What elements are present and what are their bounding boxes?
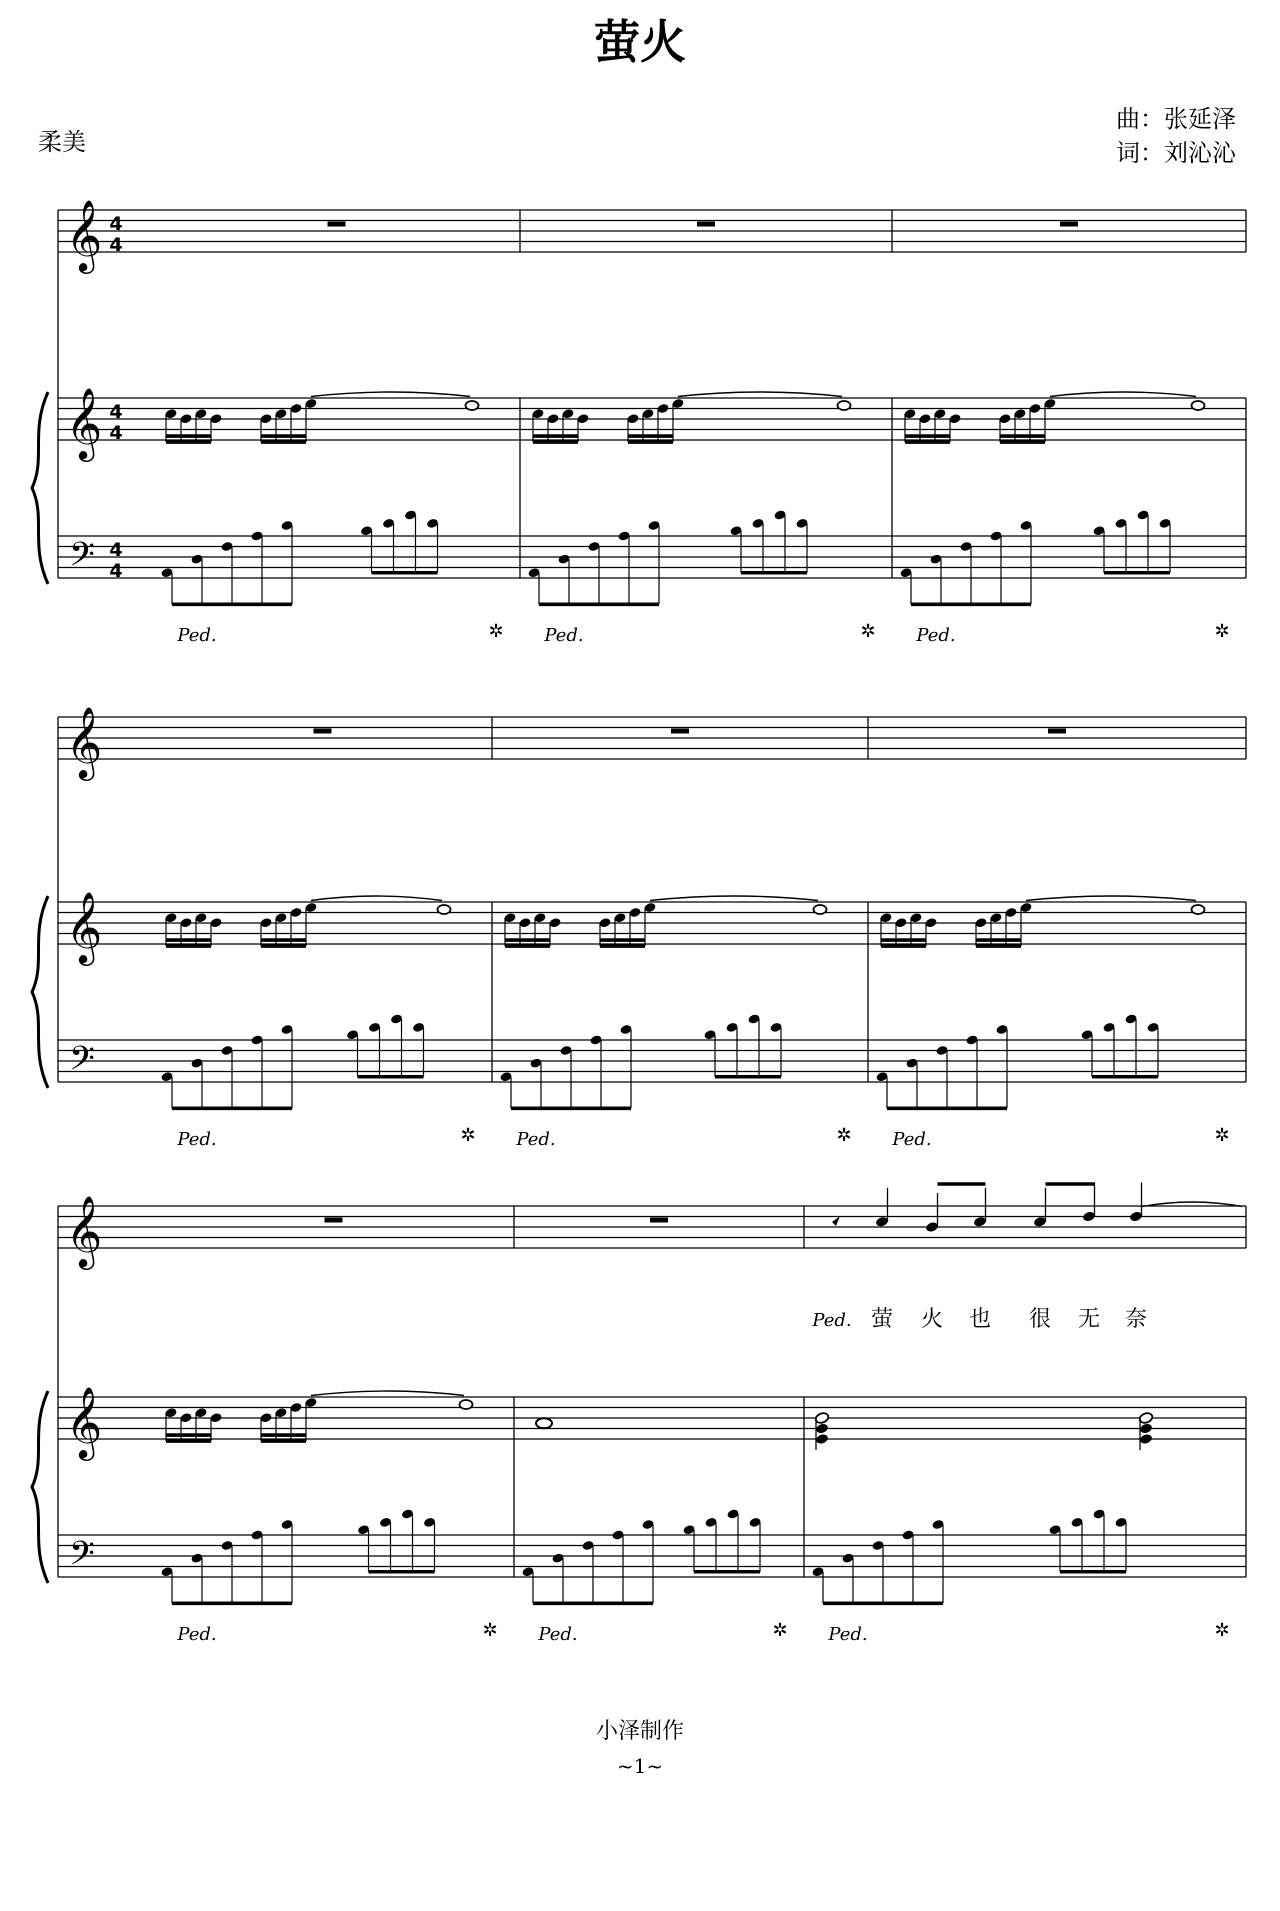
bass-clef: 𝄢 <box>69 1535 95 1581</box>
time-signature-top: 4 <box>109 539 123 561</box>
note-head <box>1139 1422 1153 1434</box>
pedal-release: ✲ <box>482 1619 498 1641</box>
tie <box>1050 392 1196 397</box>
whole-rest <box>1060 222 1078 227</box>
lyric-syllable: 很 <box>1028 1307 1052 1332</box>
tie <box>650 896 818 901</box>
whole-rest <box>1048 729 1066 734</box>
time-signature-bottom: 4 <box>109 560 123 582</box>
bass-clef: 𝄢 <box>69 1040 95 1086</box>
pedal-release: ✲ <box>860 620 876 642</box>
lyric-syllable: 也 <box>968 1307 992 1332</box>
time-signature-bottom: 4 <box>109 234 123 256</box>
piano-brace <box>32 1391 48 1583</box>
pedal-mark: Ped. <box>177 1129 217 1150</box>
pedal-release: ✲ <box>1214 1619 1230 1641</box>
pedal-release: ✲ <box>1214 620 1230 642</box>
time-signature-bottom: 4 <box>109 422 123 444</box>
half-note-head <box>1192 401 1205 410</box>
whole-rest <box>325 1218 343 1223</box>
half-note-head <box>838 401 851 410</box>
song-title: 萤火 <box>594 15 686 69</box>
tie <box>311 392 470 397</box>
pedal-mark: Ped. <box>812 1310 852 1331</box>
pedal-release: ✲ <box>488 620 504 642</box>
lyric-syllable: 萤 <box>870 1307 894 1332</box>
note-head <box>1139 1433 1153 1445</box>
eighth-rest <box>832 1216 840 1226</box>
lyric-syllable: 火 <box>920 1307 944 1332</box>
pedal-mark: Ped. <box>516 1129 556 1150</box>
tie <box>311 1391 464 1396</box>
pedal-release: ✲ <box>460 1124 476 1146</box>
piano-brace <box>32 896 48 1088</box>
time-signature-top: 4 <box>109 213 123 235</box>
treble-clef: 𝄞 <box>65 1194 103 1267</box>
pedal-release: ✲ <box>772 1619 788 1641</box>
pedal-mark: Ped. <box>538 1624 578 1645</box>
page-number: ~1~ <box>616 1754 664 1778</box>
pedal-mark: Ped. <box>828 1624 868 1645</box>
treble-clef: 𝄞 <box>65 890 103 963</box>
composer-credit: 曲：张延泽 <box>1116 105 1236 133</box>
time-signature-top: 4 <box>109 401 123 423</box>
whole-rest <box>314 729 332 734</box>
bass-clef: 𝄢 <box>69 536 95 582</box>
pedal-mark: Ped. <box>177 1624 217 1645</box>
treble-clef: 𝄞 <box>65 386 103 459</box>
half-note-head <box>814 905 827 914</box>
half-note-head <box>438 905 451 914</box>
half-note-head <box>460 1400 473 1409</box>
maker-credit: 小泽制作 <box>595 1719 684 1744</box>
lyric-syllable: 奈 <box>1124 1307 1148 1332</box>
half-note-head <box>1192 905 1205 914</box>
whole-rest <box>697 222 715 227</box>
tie <box>1026 896 1196 901</box>
tie <box>678 392 842 397</box>
pedal-release: ✲ <box>836 1124 852 1146</box>
whole-rest <box>328 222 346 227</box>
whole-rest <box>671 729 689 734</box>
treble-clef: 𝄞 <box>65 705 103 778</box>
treble-clef: 𝄞 <box>65 1385 103 1458</box>
note-head <box>815 1422 829 1434</box>
piano-brace <box>32 392 48 584</box>
pedal-release: ✲ <box>1214 1124 1230 1146</box>
whole-rest <box>650 1218 668 1223</box>
note-head <box>815 1433 829 1445</box>
lyric-syllable: 无 <box>1077 1307 1101 1332</box>
treble-clef: 𝄞 <box>65 198 103 271</box>
pedal-mark: Ped. <box>916 625 956 646</box>
tempo-marking: 柔美 <box>38 128 86 156</box>
pedal-mark: Ped. <box>544 625 584 646</box>
tie <box>311 896 442 901</box>
whole-note-head <box>536 1418 552 1428</box>
half-note-head <box>466 401 479 410</box>
pedal-mark: Ped. <box>892 1129 932 1150</box>
pedal-mark: Ped. <box>177 625 217 646</box>
lyricist-credit: 词：刘沁沁 <box>1116 139 1236 167</box>
